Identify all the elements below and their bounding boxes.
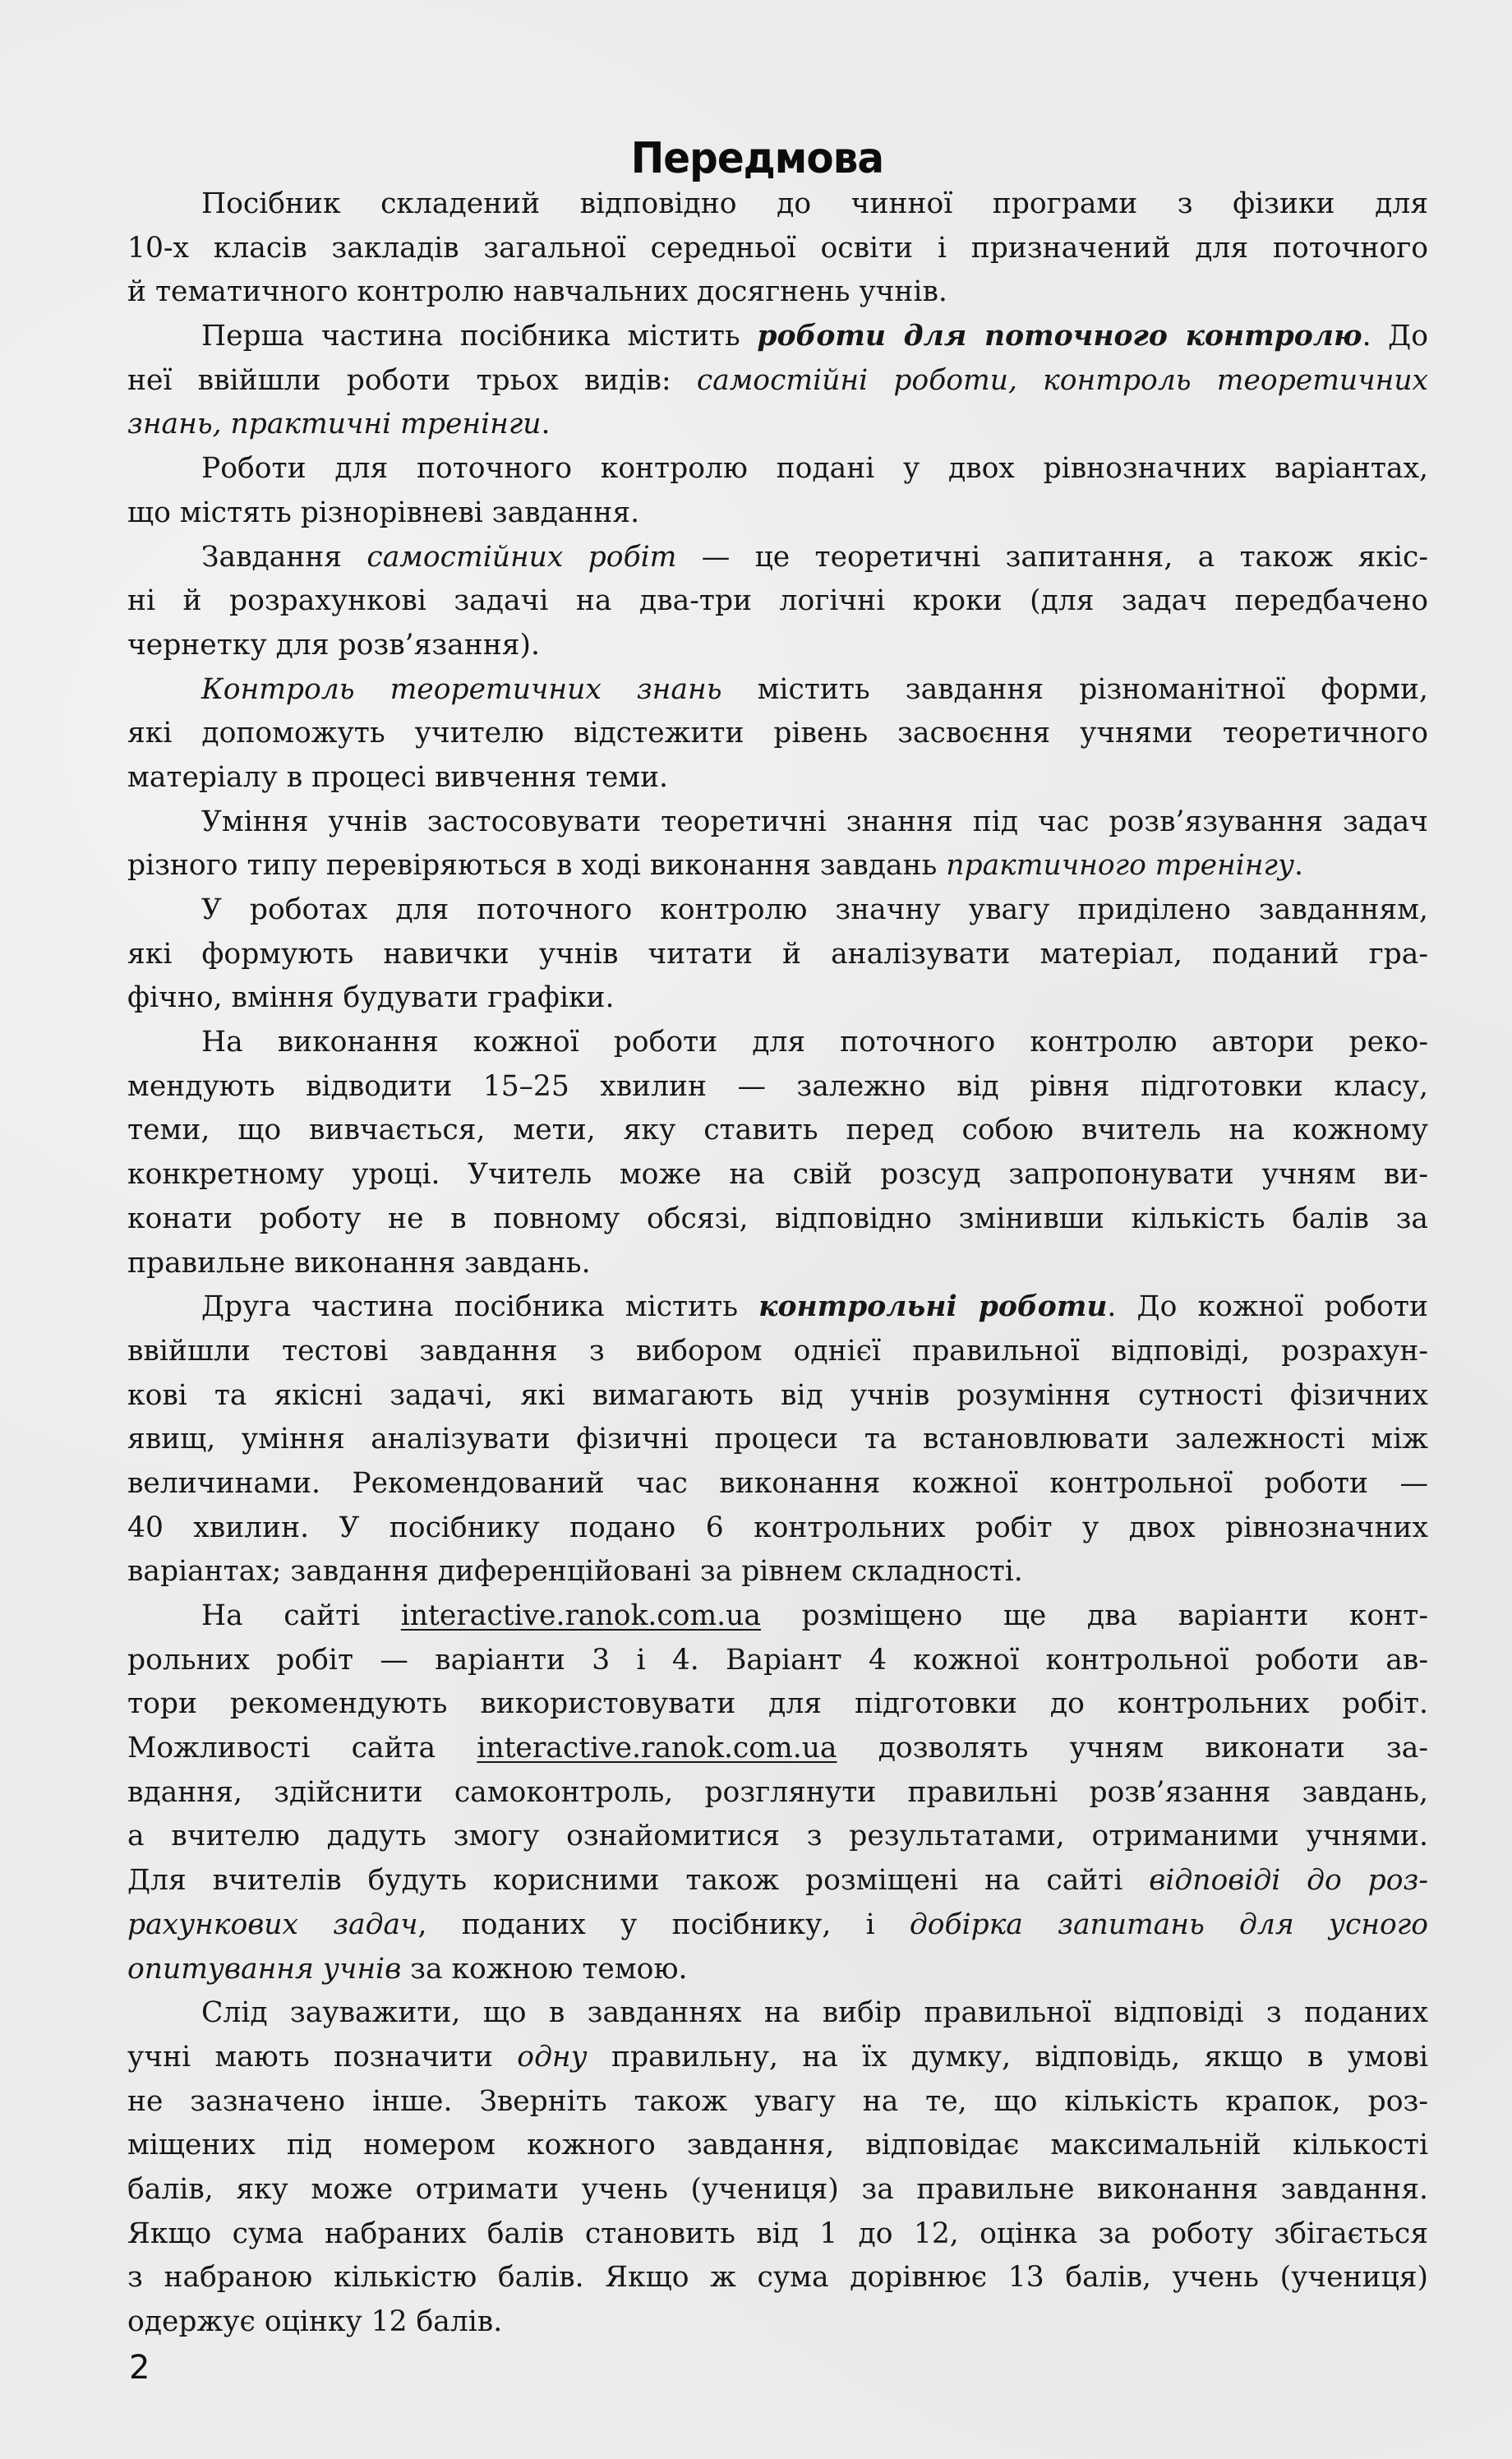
text-run: конати роботу не в повному обсязі, відповідно змінивши кількість балів за bbox=[127, 1202, 1428, 1235]
text-run: На виконання кожної роботи для поточного контролю автори реко- bbox=[201, 1026, 1428, 1059]
emphasized-term: контрольні роботи bbox=[758, 1290, 1108, 1324]
text-run: чернетку для розв’язання). bbox=[127, 628, 540, 662]
paragraph bbox=[127, 888, 1428, 1021]
text-line bbox=[127, 1197, 1428, 1242]
italic-term: відповіді до роз- bbox=[1149, 1864, 1428, 1898]
text-run: містить завдання різноманітної форми, bbox=[721, 672, 1428, 706]
paragraph bbox=[127, 315, 1428, 447]
text-run: не зазначено інше. Зверніть також увагу на те, що кількість крапок, роз- bbox=[127, 2084, 1428, 2118]
text-run: варіантах; завдання диференційовані за рівнем складності. bbox=[127, 1555, 1023, 1589]
text-line bbox=[127, 1330, 1428, 1374]
text-run: міщених під номером кожного завдання, відповідає максимальній кількості bbox=[127, 2129, 1428, 2162]
text-line bbox=[127, 2080, 1428, 2125]
italic-term: рахункових задач bbox=[127, 1908, 418, 1941]
text-run: Уміння учнів застосовувати теоретичні знання під час розв’язування задач bbox=[201, 805, 1428, 838]
paragraph bbox=[127, 1285, 1428, 1594]
text-run: Можливості сайта bbox=[127, 1732, 477, 1765]
italic-term: знань, практичні тренінги bbox=[127, 408, 542, 441]
paragraph bbox=[127, 800, 1428, 888]
text-run: . bbox=[1293, 849, 1303, 883]
text-line bbox=[127, 359, 1428, 404]
text-run: Друга частина посібника містить bbox=[201, 1290, 759, 1324]
paragraph bbox=[127, 447, 1428, 535]
text-run: Перша частина посібника містить bbox=[201, 320, 758, 353]
text-run: фічно, вміння будувати графіки. bbox=[127, 981, 615, 1015]
text-run: 40 хвилин. У посібнику подано 6 контрольних робіт у двох рівнозначних bbox=[127, 1511, 1428, 1544]
text-run: які формують навички учнів читати й аналізувати матеріал, поданий гра- bbox=[127, 937, 1428, 971]
text-run: . bbox=[541, 408, 551, 441]
text-run: Для вчителів будуть корисними також розміщені на сайті bbox=[127, 1864, 1150, 1898]
text-run: ні й розрахункові задачі на два-три логічні кроки (для задач передбачено bbox=[127, 584, 1428, 618]
text-run: Слід зауважити, що в завданнях на вибір правильної відповіді з поданих bbox=[201, 1996, 1428, 2030]
text-run: правильну, на їх думку, відповідь, якщо в умові bbox=[587, 2040, 1429, 2074]
page-number: 2 bbox=[129, 2349, 150, 2387]
text-run: правильне виконання завдань. bbox=[127, 1246, 591, 1280]
italic-term: самостійних робіт bbox=[366, 540, 677, 574]
page-title: Передмова bbox=[630, 133, 884, 183]
text-line bbox=[127, 624, 1428, 668]
text-run: учні мають позначити bbox=[127, 2040, 518, 2074]
text-line bbox=[127, 933, 1428, 977]
text-run: Роботи для поточного контролю подані у двох рівнозначних варіантах, bbox=[201, 452, 1428, 486]
paragraph bbox=[127, 536, 1428, 668]
text-run: різного типу перевіряються в ході виконання завдань bbox=[127, 849, 947, 883]
text-line bbox=[127, 1462, 1428, 1506]
text-run: . До bbox=[1362, 320, 1428, 353]
text-run: 10-х класів закладів загальної середньої освіти і призначений для поточного bbox=[127, 231, 1428, 265]
text-line bbox=[127, 1418, 1428, 1462]
text-line bbox=[127, 1021, 1428, 1065]
text-run: Посібник складений відповідно до чинної програми з фізики для bbox=[201, 187, 1428, 220]
text-line bbox=[127, 2212, 1428, 2257]
text-run: Якщо сума набраних балів становить від 1 до 12, оцінка за роботу збігається bbox=[127, 2217, 1428, 2250]
text-run: дозволять учням виконати за- bbox=[837, 1732, 1428, 1765]
text-line bbox=[127, 1859, 1428, 1903]
text-run: за кожною темою. bbox=[401, 1952, 688, 1986]
text-run: розміщено ще два варіанти конт- bbox=[760, 1599, 1428, 1632]
text-run: , поданих у посібнику, і bbox=[417, 1908, 910, 1941]
italic-term: опитування учнів bbox=[127, 1952, 402, 1986]
text-run: теми, що вивчається, мети, яку ставить перед собою вчитель на кожному bbox=[127, 1114, 1428, 1147]
preface-body bbox=[127, 182, 1428, 2345]
text-line bbox=[127, 712, 1428, 756]
paragraph bbox=[127, 182, 1428, 315]
text-line bbox=[127, 888, 1428, 933]
text-line bbox=[127, 1506, 1428, 1551]
text-line bbox=[127, 491, 1428, 536]
website-link[interactable]: interactive.ranok.com.ua bbox=[400, 1599, 761, 1632]
text-run: що містять різнорівневі завдання. bbox=[127, 496, 640, 529]
text-line bbox=[127, 1771, 1428, 1815]
text-run: — це теоретичні запитання, а також якіс- bbox=[676, 540, 1428, 574]
text-line bbox=[127, 1242, 1428, 1286]
text-line bbox=[127, 1639, 1428, 1683]
text-line bbox=[127, 270, 1428, 315]
text-run: Завдання bbox=[201, 540, 367, 574]
text-line bbox=[127, 227, 1428, 271]
text-run: тори рекомендують використовувати для підготовки до контрольних робіт. bbox=[127, 1687, 1428, 1721]
text-line bbox=[127, 1682, 1428, 1727]
text-run: На сайті bbox=[201, 1599, 401, 1632]
text-run: з набраною кількістю балів. Якщо ж сума дорівнює 13 балів, учень (учениця) bbox=[127, 2261, 1428, 2295]
text-line bbox=[127, 315, 1428, 359]
text-line bbox=[127, 976, 1428, 1021]
text-line bbox=[127, 1815, 1428, 1859]
text-run: величинами. Рекомендований час виконання кожної контрольної роботи — bbox=[127, 1466, 1428, 1500]
text-line bbox=[127, 1153, 1428, 1197]
text-line bbox=[127, 1374, 1428, 1419]
text-line bbox=[127, 2168, 1428, 2212]
website-link[interactable]: interactive.ranok.com.ua bbox=[477, 1732, 837, 1765]
text-line bbox=[127, 2036, 1428, 2080]
italic-term: практичного тренінгу bbox=[946, 849, 1294, 883]
text-line bbox=[127, 1594, 1428, 1639]
italic-term: самостійні роботи, контроль теоретичних bbox=[696, 363, 1428, 397]
text-line bbox=[127, 800, 1428, 845]
text-run: мендують відводити 15–25 хвилин — залежно від рівня підготовки класу, bbox=[127, 1069, 1428, 1103]
italic-term: Контроль теоретичних знань bbox=[201, 672, 722, 706]
text-run: й тематичного контролю навчальних досягнень учнів. bbox=[127, 275, 947, 309]
text-line bbox=[127, 1903, 1428, 1948]
text-run: балів, яку може отримати учень (учениця) за правильне виконання завдання. bbox=[127, 2172, 1428, 2206]
text-run: матеріалу в процесі вивчення теми. bbox=[127, 760, 669, 794]
text-line bbox=[127, 1991, 1428, 2036]
text-run: рольних робіт — варіанти 3 і 4. Варіант 4 кожної контрольної роботи ав- bbox=[127, 1643, 1428, 1677]
text-line bbox=[127, 2256, 1428, 2300]
text-line bbox=[127, 668, 1428, 713]
text-run: конкретному уроці. Учитель може на свій розсуд запропонувати учням ви- bbox=[127, 1158, 1428, 1192]
text-line bbox=[127, 1285, 1428, 1330]
text-line bbox=[127, 2300, 1428, 2345]
italic-term: добірка запитань для усного bbox=[909, 1908, 1428, 1941]
italic-term: одну bbox=[517, 2040, 588, 2074]
text-line bbox=[127, 536, 1428, 580]
text-line bbox=[127, 2124, 1428, 2168]
emphasized-term: роботи для поточного контролю bbox=[757, 320, 1362, 353]
text-line bbox=[127, 403, 1428, 447]
text-run: неї ввійшли роботи трьох видів: bbox=[127, 363, 697, 397]
paragraph bbox=[127, 1991, 1428, 2345]
paragraph bbox=[127, 1021, 1428, 1285]
text-run: ввійшли тестові завдання з вибором однієї правильної відповіді, розрахун- bbox=[127, 1334, 1428, 1368]
paragraph bbox=[127, 1594, 1428, 1991]
text-run: кові та якісні задачі, які вимагають від учнів розуміння сутності фізичних bbox=[127, 1378, 1428, 1412]
text-line bbox=[127, 1948, 1428, 1992]
text-line bbox=[127, 579, 1428, 624]
text-run: які допоможуть учителю відстежити рівень засвоєння учнями теоретичного bbox=[127, 717, 1428, 750]
text-line bbox=[127, 756, 1428, 800]
paragraph bbox=[127, 668, 1428, 800]
text-line bbox=[127, 1065, 1428, 1110]
text-run: . До кожної роботи bbox=[1107, 1290, 1428, 1324]
text-run: У роботах для поточного контролю значну увагу приділено завданням, bbox=[201, 893, 1428, 926]
text-run: вдання, здійснити самоконтроль, розглянути правильні розв’язання завдань, bbox=[127, 1775, 1428, 1809]
text-line bbox=[127, 844, 1428, 888]
text-run: одержує оцінку 12 балів. bbox=[127, 2305, 503, 2338]
text-run: а вчителю дадуть змогу ознайомитися з результатами, отриманими учнями. bbox=[127, 1820, 1428, 1853]
text-run: явищ, уміння аналізувати фізичні процеси та встановлювати залежності між bbox=[127, 1423, 1428, 1456]
text-line bbox=[127, 1727, 1428, 1771]
text-line bbox=[127, 1109, 1428, 1153]
text-line bbox=[127, 182, 1428, 227]
text-line bbox=[127, 447, 1428, 491]
text-line bbox=[127, 1550, 1428, 1594]
